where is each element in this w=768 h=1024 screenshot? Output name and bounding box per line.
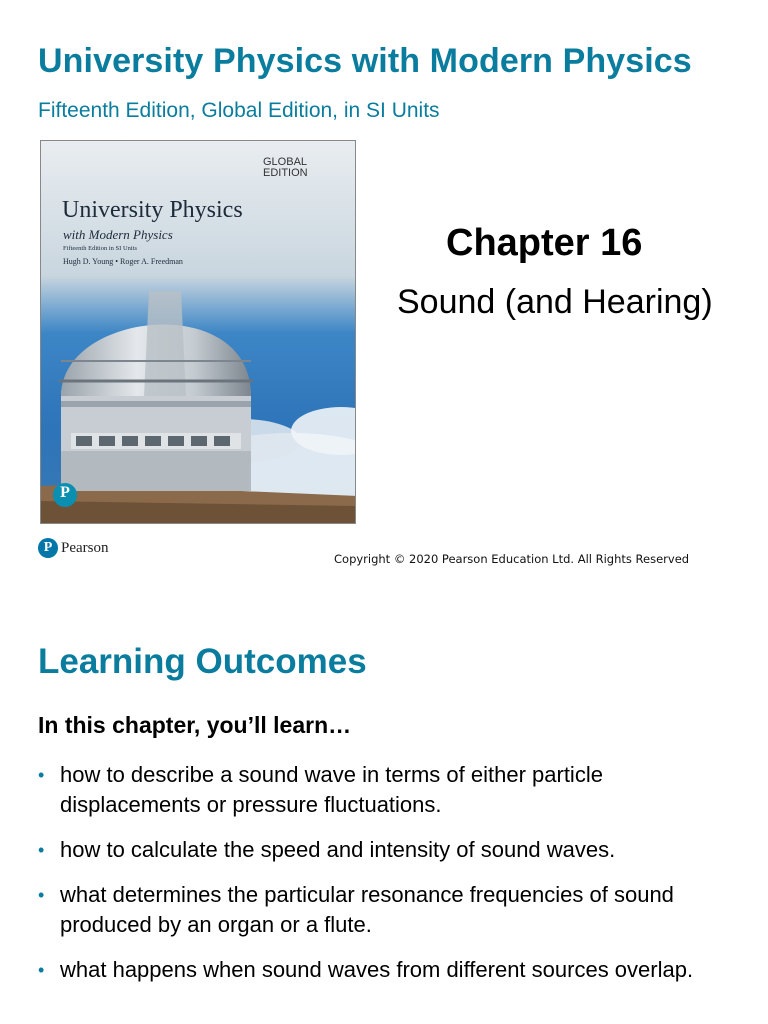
badge-line-2: EDITION <box>263 167 308 179</box>
outcome-text: how to describe a sound wave in terms of either particle displacements or pressure fluctuations. <box>60 762 603 817</box>
cover-title: University Physics <box>62 197 243 223</box>
bullet-icon: • <box>38 840 45 860</box>
pearson-logo <box>38 537 109 559</box>
book-cover-image <box>40 140 356 524</box>
outcome-text: how to calculate the speed and intensity of sound waves. <box>60 837 616 862</box>
pearson-p-letter: P <box>43 540 53 555</box>
book-edition: Fifteenth Edition, Global Edition, in SI Units <box>38 99 440 122</box>
learning-outcomes-heading: Learning Outcomes <box>38 642 367 681</box>
learning-outcomes-slide <box>0 620 768 1024</box>
outcome-text: what happens when sound waves from different sources overlap. <box>60 957 694 982</box>
cover-subtitle: with Modern Physics <box>63 227 173 242</box>
cover-edition: Fifteenth Edition in SI Units <box>63 245 138 252</box>
pearson-p-icon <box>38 538 58 558</box>
cover-authors: Hugh D. Young • Roger A. Freedman <box>63 257 183 266</box>
cover-global-edition-badge <box>263 157 307 179</box>
outcomes-list <box>38 760 738 1000</box>
chapter-title: Sound (and Hearing) <box>397 283 713 321</box>
bullet-icon: • <box>38 765 45 785</box>
bullet-icon: • <box>38 960 45 980</box>
outcome-item <box>38 955 738 985</box>
outcome-item <box>38 880 738 940</box>
learning-outcomes-intro: In this chapter, you’ll learn… <box>38 712 352 738</box>
outcome-item <box>38 835 738 865</box>
pearson-wordmark: Pearson <box>61 539 109 556</box>
copyright-notice: Copyright © 2020 Pearson Education Ltd. All Rights Reserved <box>334 552 690 566</box>
chapter-number: Chapter 16 <box>446 222 643 264</box>
bullet-icon: • <box>38 885 45 905</box>
cover-pearson-mark: P <box>60 484 70 501</box>
outcome-text: what determines the particular resonance frequencies of sound produced by an organ or a flute. <box>60 882 674 937</box>
badge-line-1: GLOBAL <box>263 156 308 168</box>
outcome-item <box>38 760 738 820</box>
book-title: University Physics with Modern Physics <box>38 42 692 80</box>
